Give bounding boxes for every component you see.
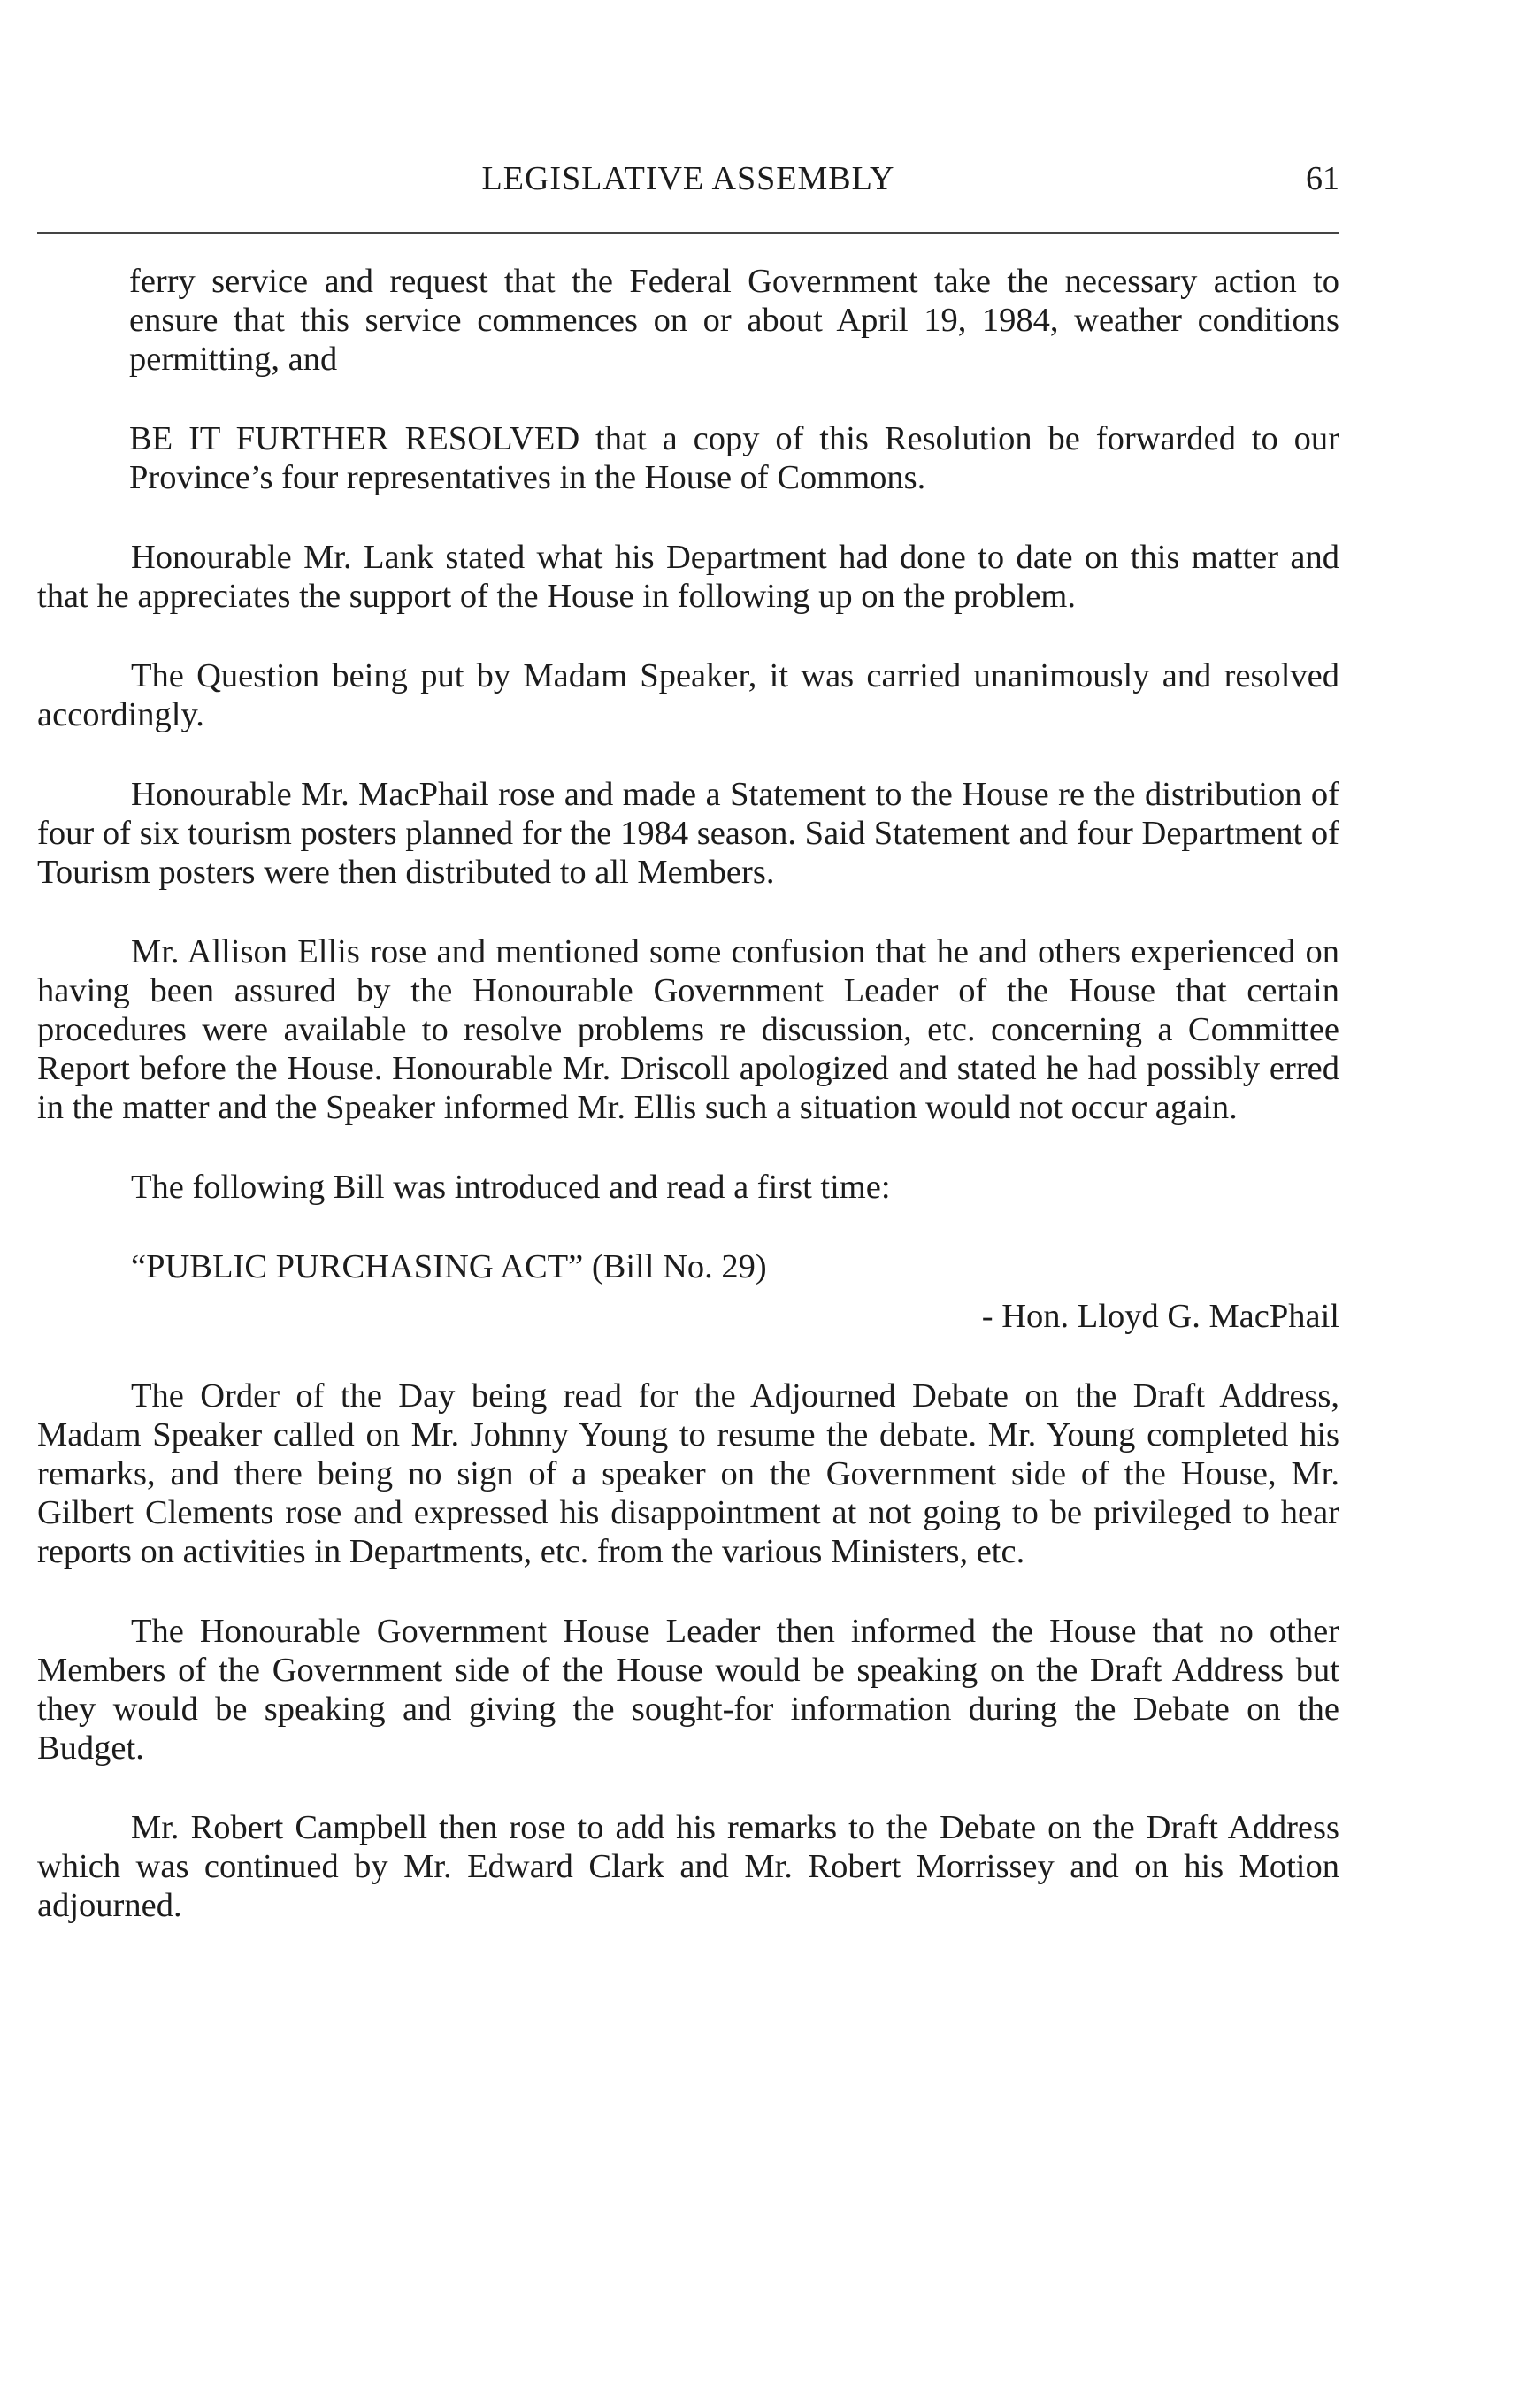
paragraph-ellis-remarks: Mr. Allison Ellis rose and mentioned some confusion that he and others experienced on having been assured by the Honourable Government Leader of the House that certain procedures were available to resolve problems re discussion, etc. concerning a Committee Report before the House. Honourable Mr. Driscoll apologized and stated he had possibly erred in the matter and the Speaker informed Mr. Ellis such a situation would not occur again. [37, 933, 1339, 1126]
page-header [37, 159, 1339, 209]
page-number: 61 [1306, 160, 1339, 197]
paragraph-campbell-remarks: Mr. Robert Campbell then rose to add his remarks to the Debate on the Draft Address which was continued by Mr. Edward Clark and Mr. Robert Morrissey and on his Motion adjourned. [37, 1809, 1339, 1924]
header-rule [37, 232, 1339, 234]
paragraph-question-carried: The Question being put by Madam Speaker, it was carried unanimously and resolved accordingly. [37, 657, 1339, 733]
resolution-further-resolved: BE IT FURTHER RESOLVED that a copy of this Resolution be forwarded to our Province’s four representatives in the House of Commons. [129, 420, 1339, 496]
paragraph-macphail-statement: Honourable Mr. MacPhail rose and made a Statement to the House re the distribution of four of six tourism posters planned for the 1984 season. Said Statement and four Department of Tourism posters were then distributed to all Members. [37, 776, 1339, 891]
bill-title: “PUBLIC PURCHASING ACT” (Bill No. 29) [131, 1248, 767, 1285]
resolution-continuation: ferry service and request that the Federal Government take the necessary action to ensure that this service commences on or about April 19, 1984, weather conditions permitting, and [129, 263, 1339, 378]
page-header-title: LEGISLATIVE ASSEMBLY [481, 160, 895, 197]
paragraph-order-of-day: The Order of the Day being read for the Adjourned Debate on the Draft Address, Madam Speaker called on Mr. Johnny Young to resume the debate. Mr. Young completed his remarks, and there being no sign of a speaker on the Government side of the House, Mr. Gilbert Clements rose and expressed his disappointment at not going to be privileged to hear reports on activities in Departments, etc. from the various Ministers, etc. [37, 1377, 1339, 1570]
paragraph-house-leader: The Honourable Government House Leader then informed the House that no other Members of the Government side of the House would be speaking on the Draft Address but they would be speaking and giving the sought-for information during the Debate on the Budget. [37, 1613, 1339, 1767]
bill-sponsor: - Hon. Lloyd G. MacPhail [981, 1298, 1339, 1335]
paragraph-lank-statement: Honourable Mr. Lank stated what his Department had done to date on this matter and that he appreciates the support of the House in following up on the problem. [37, 539, 1339, 615]
page-body [37, 262, 1339, 1966]
paragraph-bill-introduced: The following Bill was introduced and read a first time: [131, 1169, 891, 1206]
